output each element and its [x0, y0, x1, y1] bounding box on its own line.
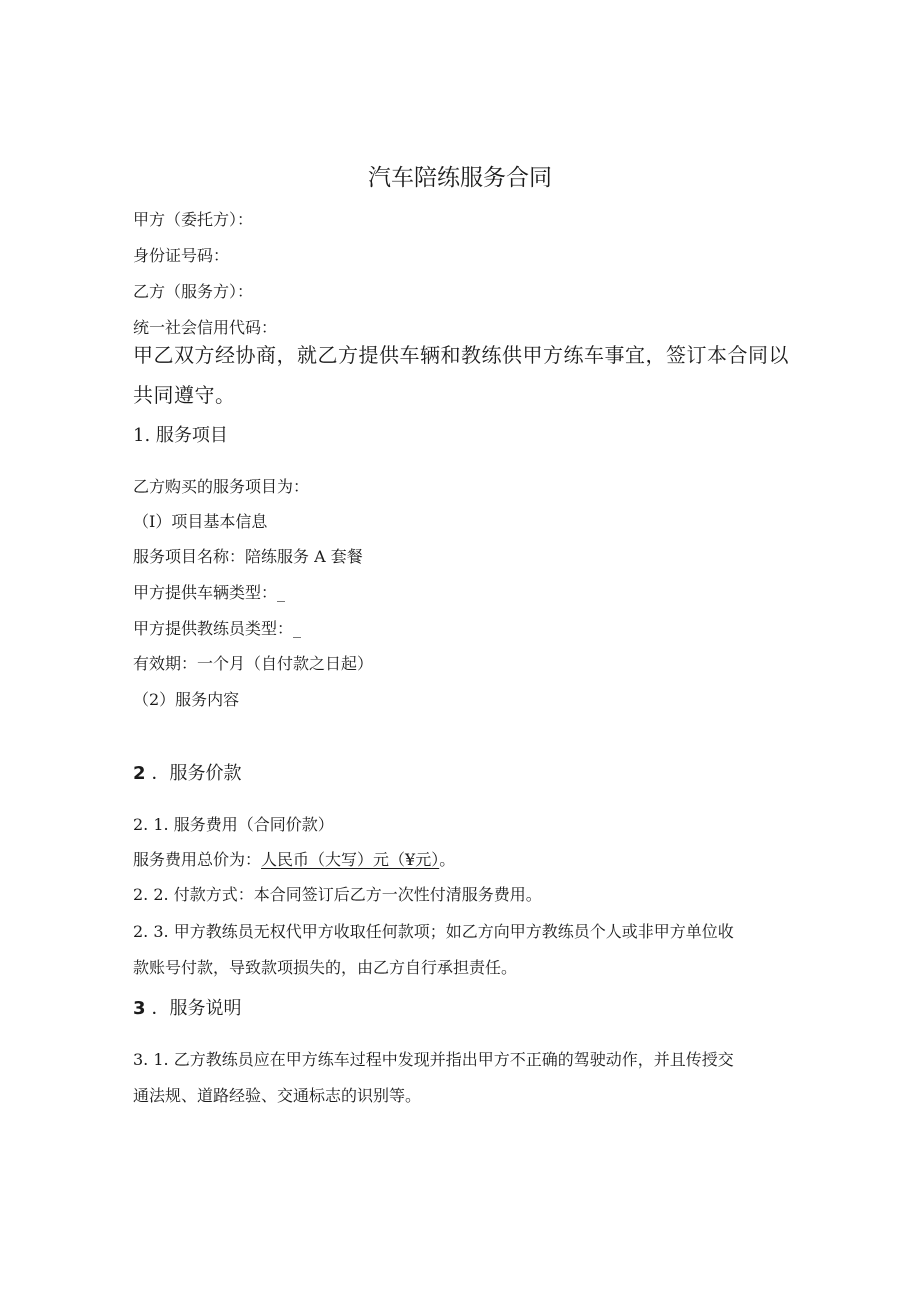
item-2-2: 2. 2. 付款方式：本合同签订后乙方一次性付清服务费用。 [133, 885, 542, 904]
section-1-sub-1: （I）项目基本信息 [133, 512, 268, 531]
section-1-heading: 1. 服务项目 [133, 425, 228, 446]
intro-paragraph-line-1: 甲乙双方经协商，就乙方提供车辆和教练供甲方练车事宜，签订本合同以 [133, 343, 789, 367]
total-price-line [133, 850, 455, 870]
item-2-3-line-1: 2. 3. 甲方教练员无权代甲方收取任何款项；如乙方向甲方教练员个人或非甲方单位收 [133, 922, 734, 941]
section-3-title: ．服务说明 [151, 998, 242, 1019]
section-3-heading [133, 997, 242, 1021]
item-2-3-line-2: 款账号付款，导致款项损失的，由乙方自行承担责任。 [133, 958, 518, 977]
section-2-heading [133, 762, 242, 786]
intro-paragraph-line-2: 共同遵守。 [133, 383, 236, 407]
contract-title: 汽车陪练服务合同 [368, 165, 552, 191]
party-a-label: 甲方（委托方）： [133, 210, 254, 229]
section-1-sub-2: （2）服务内容 [133, 690, 240, 709]
item-2-1: 2. 1. 服务费用（合同价款） [133, 815, 334, 834]
total-price-prefix: 服务费用总价为： [133, 850, 262, 869]
id-number-label: 身份证号码： [133, 246, 230, 265]
section-2-title: ．服务价款 [151, 763, 242, 784]
item-3-1-line-2: 通法规、道路经验、交通标志的识别等。 [133, 1086, 422, 1105]
vehicle-type-line: 甲方提供车辆类型：_ [133, 583, 286, 602]
total-price-value: 人民币（大写）元（¥元） [261, 850, 440, 869]
total-price-suffix: 。 [439, 850, 456, 869]
section-1-intro: 乙方购买的服务项目为： [133, 477, 310, 496]
coach-type-line: 甲方提供教练员类型：_ [133, 619, 302, 638]
validity-line: 有效期：一个月（自付款之日起） [133, 654, 374, 673]
item-3-1-line-1: 3. 1. 乙方教练员应在甲方练车过程中发现并指出甲方不正确的驾驶动作，并且传授交 [133, 1050, 734, 1069]
section-3-number: 3 [133, 998, 146, 1019]
credit-code-label: 统一社会信用代码： [133, 318, 278, 337]
service-item-name: 服务项目名称：陪练服务 A 套餐 [133, 547, 363, 566]
party-b-label: 乙方（服务方）： [133, 282, 254, 301]
section-2-number: 2 [133, 763, 146, 784]
